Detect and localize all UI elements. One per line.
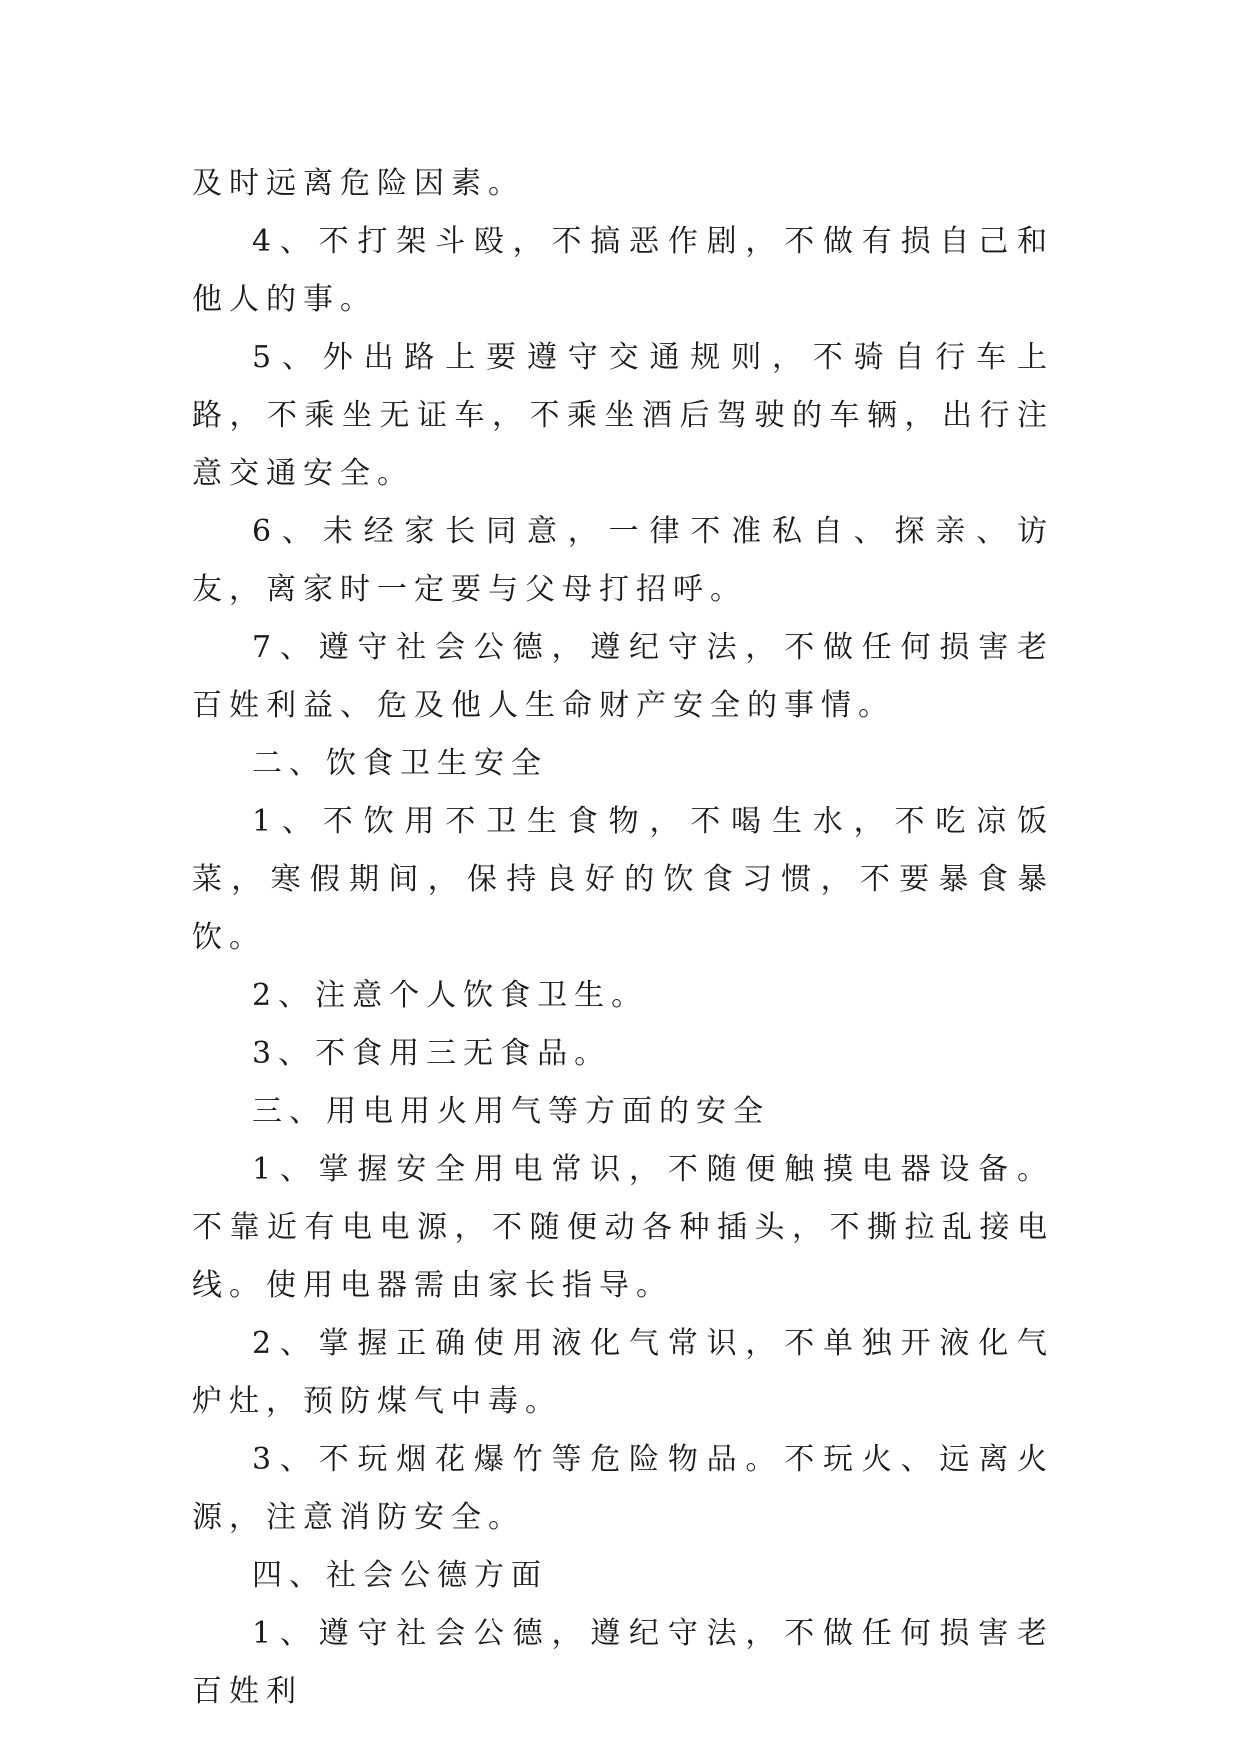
paragraph-item-7: 7、遵守社会公德，遵纪守法，不做任何损害老百姓利益、危及他人生命财产安全的事情。	[192, 630, 1054, 723]
paragraph-continuation: 及时远离危险因素。	[192, 166, 525, 201]
paragraph-item-6: 6、未经家长同意，一律不准私自、探亲、访友，离家时一定要与父母打招呼。	[192, 514, 1054, 607]
paragraph-electric-1: 1、掌握安全用电常识，不随便触摸电器设备。不靠近有电电源，不随便动各种插头，不撕拉乱接电线。使用电器需由家长指导。	[192, 1152, 1054, 1303]
paragraph-item-5: 5、外出路上要遵守交通规则，不骑自行车上路，不乘坐无证车，不乘坐酒后驾驶的车辆，出行注意交通安全。	[192, 340, 1054, 491]
paragraph-item-4: 4、不打架斗殴，不搞恶作剧，不做有损自己和他人的事。	[192, 224, 1054, 317]
section-heading-food-safety: 二、饮食卫生安全	[252, 746, 548, 781]
section-heading-electricity-fire-gas: 三、用电用火用气等方面的安全	[252, 1094, 770, 1129]
paragraph-food-1: 1、不饮用不卫生食物，不喝生水，不吃凉饭菜，寒假期间，保持良好的饮食习惯，不要暴食暴饮。	[192, 804, 1054, 955]
paragraph-food-3: 3、不食用三无食品。	[252, 1036, 612, 1071]
paragraph-food-2: 2、注意个人饮食卫生。	[252, 978, 649, 1013]
paragraph-electric-3: 3、不玩烟花爆竹等危险物品。不玩火、远离火源，注意消防安全。	[192, 1442, 1054, 1535]
document-page	[192, 155, 1054, 1721]
paragraph-electric-2: 2、掌握正确使用液化气常识，不单独开液化气炉灶，预防煤气中毒。	[192, 1326, 1054, 1419]
section-heading-social-ethics: 四、社会公德方面	[252, 1558, 548, 1593]
paragraph-ethics-1: 1、遵守社会公德，遵纪守法，不做任何损害老百姓利	[192, 1616, 1054, 1709]
